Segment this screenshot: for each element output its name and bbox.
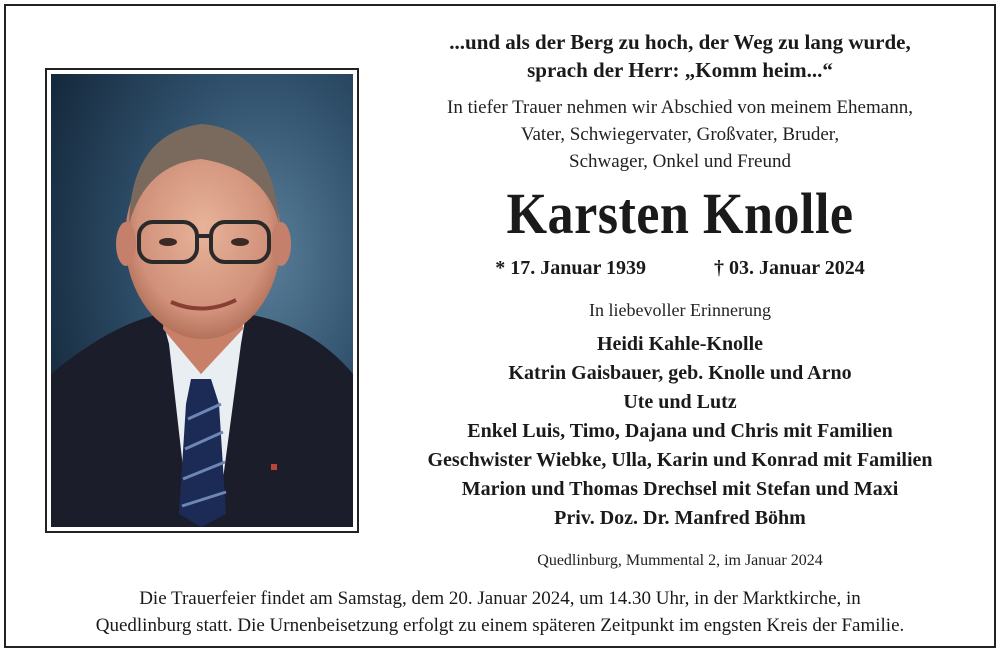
remembrance-line: In liebevoller Erinnerung (589, 300, 771, 320)
motto-line-2: sprach der Herr: „Komm heim...“ (527, 58, 833, 82)
intro-line-2: Vater, Schwiegervater, Großvater, Bruder, (520, 124, 840, 145)
intro-line-1: In tiefer Trauer nehmen wir Abschied von meinem Ehemann, (447, 97, 913, 118)
funeral-info-line-2: Quedlinburg statt. Die Urnenbeisetzung erfolgt zu einem späteren Zeitpunkt im engsten Kreis der Familie. (95, 615, 905, 636)
life-dates (375, 257, 985, 280)
death-date: † 03. Januar 2024 (714, 257, 865, 279)
birth-date: * 17. Januar 1939 (495, 257, 646, 279)
mourner-line: Geschwister Wiebke, Ulla, Karin und Konrad mit Familien (427, 449, 933, 471)
mourner-line: Ute und Lutz (623, 391, 737, 413)
deceased-name: Karsten Knolle (506, 181, 854, 246)
mourner-line: Priv. Doz. Dr. Manfred Böhm (554, 507, 806, 529)
portrait-photo (51, 74, 353, 527)
portrait-frame (45, 68, 359, 533)
place-date: Quedlinburg, Mummental 2, im Januar 2024 (537, 552, 823, 569)
motto-line-1: ...und als der Berg zu hoch, der Weg zu lang wurde, (449, 30, 911, 54)
mourner-line: Marion und Thomas Drechsel mit Stefan und Maxi (461, 478, 899, 500)
mourner-line: Katrin Gaisbauer, geb. Knolle und Arno (508, 362, 852, 384)
funeral-info-line-1: Die Trauerfeier findet am Samstag, dem 20. Januar 2024, um 14.30 Uhr, in der Marktkirche, in (139, 588, 861, 609)
mourner-line: Heidi Kahle-Knolle (596, 333, 764, 355)
intro-line-3: Schwager, Onkel und Freund (569, 151, 791, 172)
mourner-line: Enkel Luis, Timo, Dajana und Chris mit Familien (467, 420, 893, 442)
